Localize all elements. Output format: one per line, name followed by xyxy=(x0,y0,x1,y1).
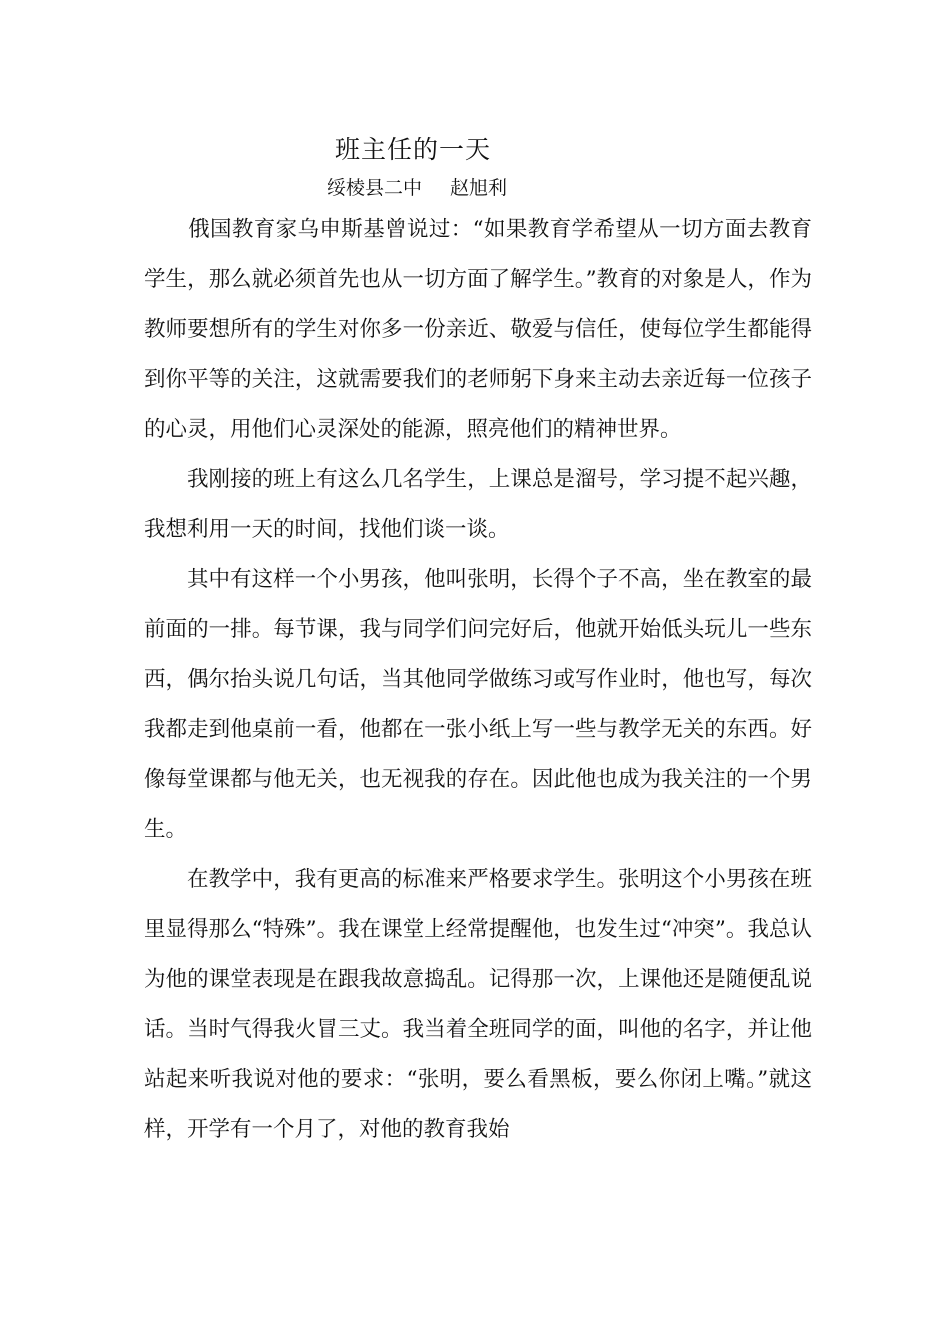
paragraph-1: 俄国教育家乌申斯基曾说过：“如果教育学希望从一切方面去教育学生，那么就必须首先也从一切方面了解学生。”教育的对象是人，作为教师要想所有的学生对你多一份亲近、敬爱与信任，使每位学生都能得到你平等的关注，这就需要我们的老师躬下身来主动去亲近每一位孩子的心灵，用他们心灵深处的能源，照亮他们的精神世界。 xyxy=(144,217,812,442)
paragraph-4: 在教学中，我有更高的标准来严格要求学生。张明这个小男孩在班里显得那么“特殊”。我在课堂上经常提醒他，也发生过“冲突”。我总认为他的课堂表现是在跟我故意捣乱。记得那一次，上课他还是随便乱说话。当时气得我火冒三丈。我当着全班同学的面，叫他的名字，并让他站起来听我说对他的要求：“张明，要么看黑板，要么你闭上嘴。”就这样，开学有一个月了，对他的教育我始 xyxy=(144,867,812,1142)
byline xyxy=(327,175,507,201)
document-title: 班主任的一天 xyxy=(335,135,492,164)
document-body xyxy=(144,205,812,1155)
byline-school: 绥棱县二中 xyxy=(327,177,423,199)
paragraph-3: 其中有这样一个小男孩，他叫张明，长得个子不高，坐在教室的最前面的一排。每节课，我与同学们问完好后，他就开始低头玩儿一些东西，偶尔抬头说几句话，当其他同学做练习或写作业时，他也写，每次我都走到他桌前一看，他都在一张小纸上写一些与教学无关的东西。好像每堂课都与他无关，也无视我的存在。因此他也成为我关注的一个男生。 xyxy=(144,567,812,842)
paragraph-2: 我刚接的班上有这么几名学生，上课总是溜号，学习提不起兴趣，我想利用一天的时间，找他们谈一谈。 xyxy=(144,467,812,542)
byline-author: 赵旭利 xyxy=(450,177,508,199)
